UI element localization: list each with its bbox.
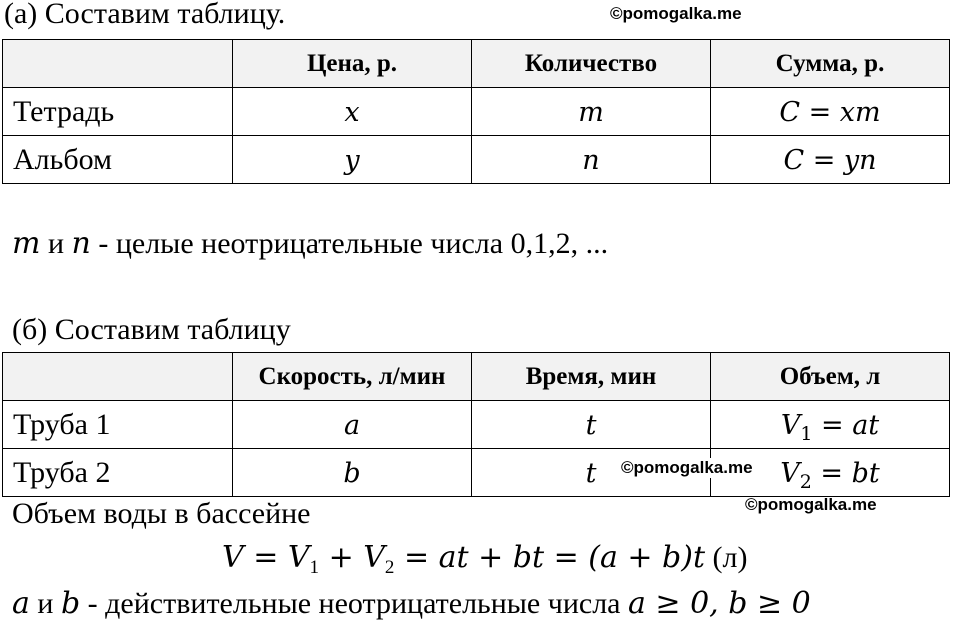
row-label: Тетрадь [3,88,233,136]
part-a-heading: (а) Составим таблицу. [4,0,286,30]
volume-sub: 1 [800,422,813,445]
part-b-heading: (б) Составим таблицу [12,313,291,346]
watermark-lower: ©pomogalka.me [745,495,877,514]
math-t: t [585,409,597,441]
watermark-mid: ©pomogalka.me [621,458,753,477]
table-a-header-price: Цена, р. [233,40,472,88]
volume-sub: 2 [799,470,812,493]
note-text: - целые неотрицательные числа 0,1,2, ... [90,227,609,260]
cell-speed [233,449,472,497]
cell-sum [711,88,950,136]
watermark-top: ©pomogalka.me [610,4,742,23]
math-sum: C = xm [779,96,881,128]
math-y: y [344,144,360,176]
cell-qty [472,136,711,184]
table-b-header-volume: Объем, л [711,353,950,401]
conclusion-text: - действительные неотрицательные числа [80,587,628,620]
cell-sum [711,136,950,184]
part-a-note [12,226,608,262]
pool-text: Объем воды в бассейне [12,497,311,530]
math-b: b [343,457,361,489]
cell-volume [711,401,950,449]
table-row [3,136,950,184]
math-b: b [60,586,81,621]
math-x: x [344,96,360,128]
table-b-header-empty [3,353,233,401]
cell-speed [233,401,472,449]
formula-part3: = at + bt = (a + b)t [394,540,706,575]
formula-sub1: 1 [309,557,320,578]
math-n: n [71,226,91,261]
volume-formula [222,540,747,576]
conclusion [12,586,811,622]
table-a-header-row [3,40,950,88]
math-m: m [578,96,604,128]
table-a [2,39,950,184]
volume-var: V [780,457,800,489]
table-b-header-row [3,353,950,401]
table-a-header-empty [3,40,233,88]
cell-time [472,401,711,449]
row-label: Альбом [3,136,233,184]
table-b [2,352,950,497]
volume-var: V [780,409,801,441]
table-row [3,449,950,497]
row-label: Труба 2 [3,449,233,497]
conj: и [29,587,61,620]
volume-rest: = bt [811,457,880,489]
math-t: t [585,457,597,489]
math-sum: C = yn [783,144,877,176]
cell-price [233,136,472,184]
math-m: m [12,226,41,261]
math-volume [780,409,880,445]
formula-part1: V = V [222,540,310,575]
math-condition: a ≥ 0, b ≥ 0 [628,586,811,621]
cell-price [233,88,472,136]
table-b-header-speed: Скорость, л/мин [233,353,472,401]
math-a: a [12,586,30,621]
table-a-header-qty: Количество [472,40,711,88]
cell-qty [472,88,711,136]
table-a-header-sum: Сумма, р. [711,40,950,88]
formula-part2: + V [319,540,385,575]
formula-sub2: 2 [384,557,395,578]
table-b-header-time: Время, мин [472,353,711,401]
formula-unit: (л) [705,541,748,574]
math-a: a [343,409,361,441]
volume-rest: = at [812,409,880,441]
table-row [3,88,950,136]
conj: и [40,227,72,260]
math-n: n [582,144,600,176]
row-label: Труба 1 [3,401,233,449]
table-row [3,401,950,449]
math-volume [780,457,880,493]
